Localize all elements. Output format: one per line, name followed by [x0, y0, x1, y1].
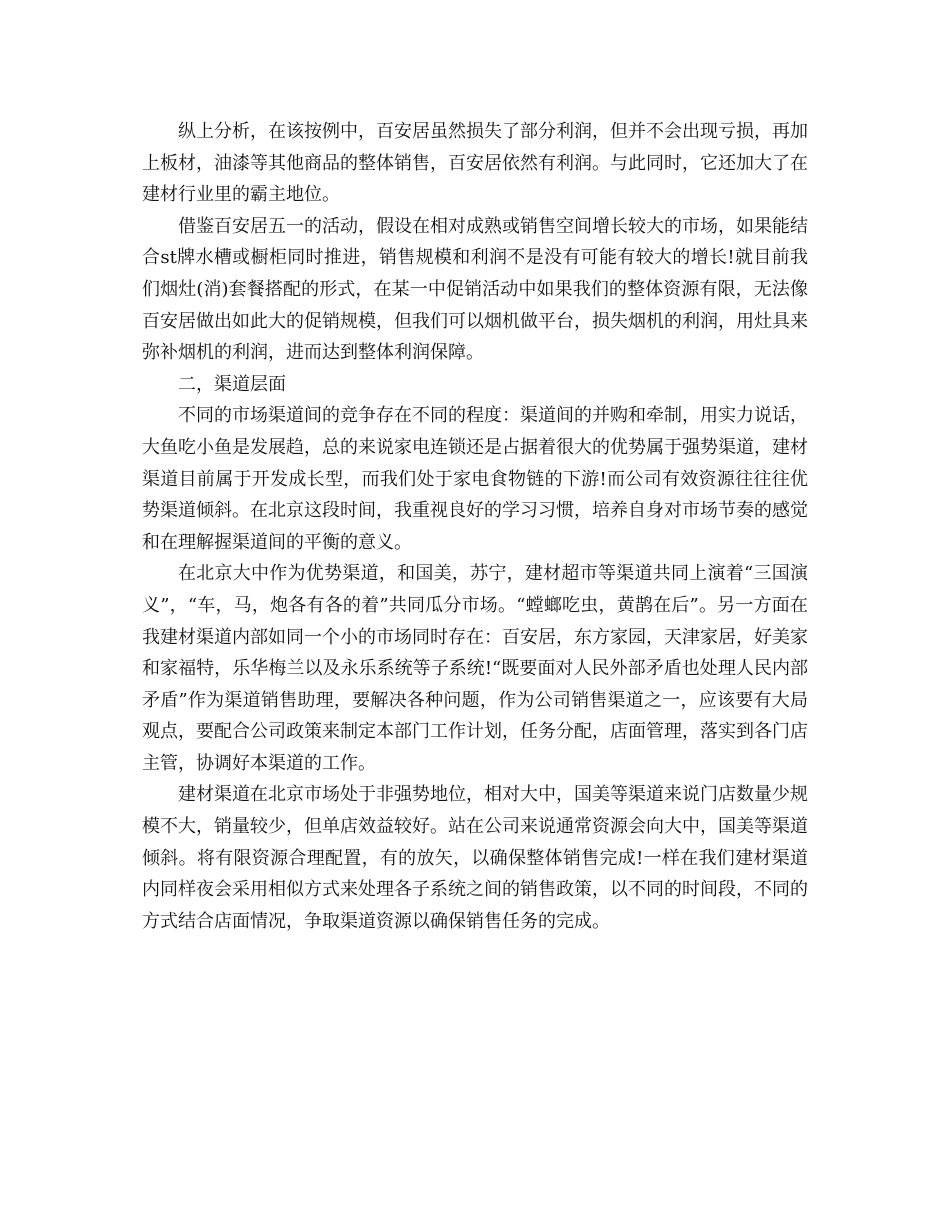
paragraph-promotion-reference: 借鉴百安居五一的活动，假设在相对成熟或销售空间增长较大的市场，如果能结合st牌水槽或橱柜同时推进，销售规模和利润不是没有可能有较大的增长!就目前我们烟灶(消)套餐搭配的形式，在某一中促销活动中如果我们的整体资源有限，无法像百安居做出如此大的促销规模，但我们可以烟机做平台，损失烟机的利润，用灶具来弥补烟机的利润，进而达到整体利润保障。	[142, 215, 808, 364]
document-body	[142, 116, 808, 937]
paragraph-building-materials-channel: 建材渠道在北京市场处于非强势地位，相对大中，国美等渠道来说门店数量少规模不大，销量较少，但单店效益较好。站在公司来说通常资源会向大中，国美等渠道倾斜。将有限资源合理配置，有的放矢，以确保整体销售完成!一样在我们建材渠道内同样夜会采用相似方式来处理各子系统之间的销售政策，以不同的时间段，不同的方式结合店面情况，争取渠道资源以确保销售任务的完成。	[142, 784, 808, 932]
paragraph-channel-competition: 不同的市场渠道间的竞争存在不同的程度：渠道间的并购和牵制，用实力说话，大鱼吃小鱼是发展趋，总的来说家电连锁还是占据着很大的优势属于强势渠道，建材渠道目前属于开发成长型，而我们处于家电食物链的下游!而公司有效资源往往往优势渠道倾斜。在北京这段时间，我重视良好的学习习惯，培养自身对市场节奏的感觉和在理解握渠道间的平衡的意义。	[142, 405, 808, 553]
paragraph-analysis-summary: 纵上分析，在该按例中，百安居虽然损失了部分利润，但并不会出现亏损，再加上板材，油漆等其他商品的整体销售，百安居依然有利润。与此同时，它还加大了在建材行业里的霸主地位。	[142, 121, 808, 206]
paragraph-beijing-channels: 在北京大中作为优势渠道，和国美，苏宁，建材超市等渠道共同上演着“三国演义”，“车，马，炮各有各的着”共同瓜分市场。“螳螂吃虫，黄鹊在后”。另一方面在我建材渠道内部如同一个小的市场同时存在：百安居，东方家园，天津家居，好美家和家福特，乐华梅兰以及永乐系统等子系统!“既要面对人民外部矛盾也处理人民内部矛盾”作为渠道销售助理，要解决各种问题，作为公司销售渠道之一，应该要有大局观点，要配合公司政策来制定本部门工作计划，任务分配，店面管理，落实到各门店主管，协调好本渠道的工作。	[142, 563, 808, 774]
section-heading-channel: 二，渠道层面	[178, 373, 286, 395]
